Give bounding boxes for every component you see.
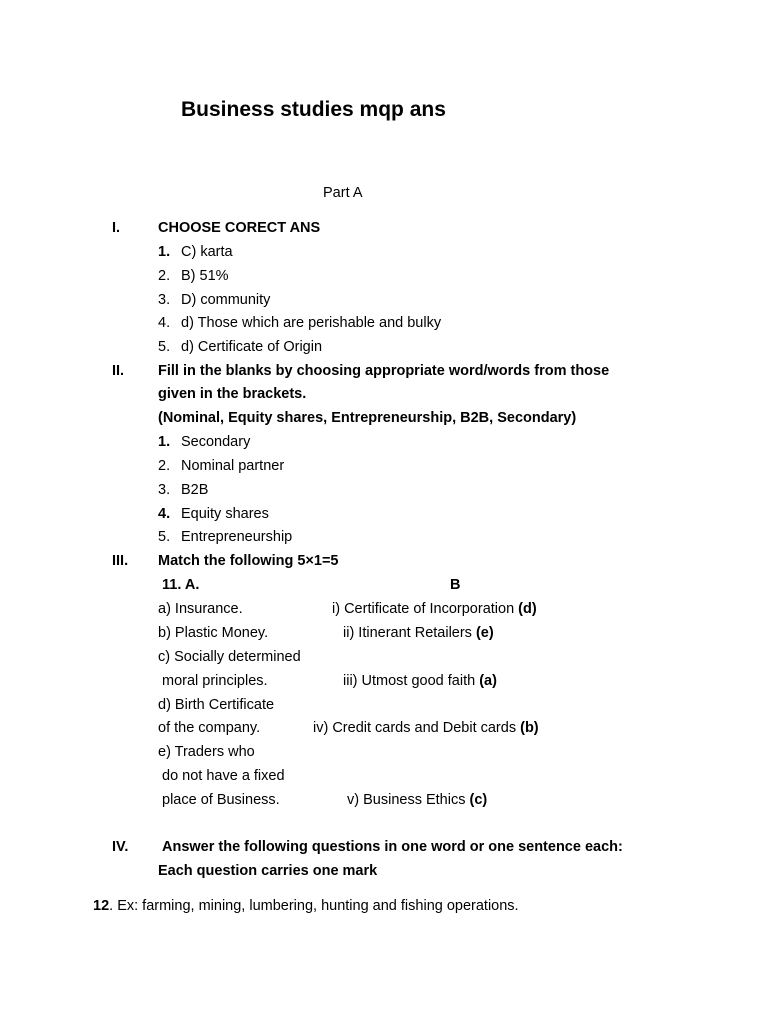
section-3-numeral: III.: [112, 553, 129, 569]
list-item: d) Certificate of Origin: [181, 339, 323, 355]
column-a-line: b) Plastic Money.: [158, 625, 269, 641]
section-1-numeral: I.: [112, 220, 121, 236]
list-item: C) karta: [181, 244, 233, 260]
column-b-item: [343, 624, 494, 642]
list-item-number: 5.: [158, 339, 171, 355]
section-2-heading: Fill in the blanks by choosing appropriate word/words from those: [158, 363, 610, 379]
section-4-heading: Answer the following questions in one word or one sentence each:: [162, 839, 623, 855]
match-answer: (a): [479, 673, 497, 689]
section-4-numeral: IV.: [112, 839, 129, 855]
list-item-number: 2.: [158, 268, 171, 284]
column-b-header: B: [450, 577, 461, 593]
list-item: Nominal partner: [181, 458, 285, 474]
answer-12: [93, 897, 519, 915]
section-2-heading: given in the brackets.: [158, 386, 307, 402]
column-b-text: i) Certificate of Incorporation: [332, 601, 519, 617]
column-b-text: v) Business Ethics: [347, 792, 470, 808]
list-item: Entrepreneurship: [181, 529, 293, 545]
section-2-numeral: II.: [112, 363, 125, 379]
section-4-heading: Each question carries one mark: [158, 863, 378, 879]
list-item: D) community: [181, 292, 271, 308]
list-item-number: 4.: [158, 506, 171, 522]
section-3-heading: Match the following 5×1=5: [158, 553, 339, 569]
list-item-number: 1.: [158, 434, 171, 450]
column-b-item: [313, 719, 539, 737]
column-a-line: a) Insurance.: [158, 601, 243, 617]
match-answer: (b): [520, 720, 539, 736]
column-b-text: iv) Credit cards and Debit cards: [313, 720, 521, 736]
list-item: B2B: [181, 482, 209, 498]
column-a-line: moral principles.: [162, 673, 268, 689]
answer-number: 12: [93, 898, 110, 914]
column-a-line: d) Birth Certificate: [158, 697, 275, 713]
column-a-line: c) Socially determined: [158, 649, 301, 665]
section-2-word-bank: (Nominal, Equity shares, Entrepreneurship, B2B, Secondary): [158, 410, 577, 426]
list-item-number: 3.: [158, 292, 171, 308]
list-item: d) Those which are perishable and bulky: [181, 315, 442, 331]
list-item-number: 2.: [158, 458, 171, 474]
match-answer: (c): [469, 792, 488, 808]
list-item-number: 4.: [158, 315, 171, 331]
column-a-line: do not have a fixed: [162, 768, 285, 784]
list-item: B) 51%: [181, 268, 229, 284]
column-a-line: place of Business.: [162, 792, 280, 808]
column-b-item: [343, 672, 497, 690]
list-item: Equity shares: [181, 506, 269, 522]
match-answer: (d): [518, 601, 537, 617]
list-item: Secondary: [181, 434, 251, 450]
column-a-line: e) Traders who: [158, 744, 255, 760]
column-a-header: 11. A.: [162, 577, 200, 593]
column-b-text: iii) Utmost good faith: [343, 673, 480, 689]
column-a-line: of the company.: [158, 720, 261, 736]
column-b-text: ii) Itinerant Retailers: [343, 625, 476, 641]
document-title: Business studies mqp ans: [181, 98, 446, 121]
part-heading: Part A: [323, 185, 363, 201]
section-1-heading: CHOOSE CORECT ANS: [158, 220, 321, 236]
answer-text: . Ex: farming, mining, lumbering, hunting and fishing operations.: [109, 898, 519, 914]
list-item-number: 5.: [158, 529, 171, 545]
list-item-number: 1.: [158, 244, 171, 260]
list-item-number: 3.: [158, 482, 171, 498]
column-b-item: [347, 791, 487, 809]
match-answer: (e): [475, 625, 494, 641]
column-b-item: [332, 600, 537, 618]
